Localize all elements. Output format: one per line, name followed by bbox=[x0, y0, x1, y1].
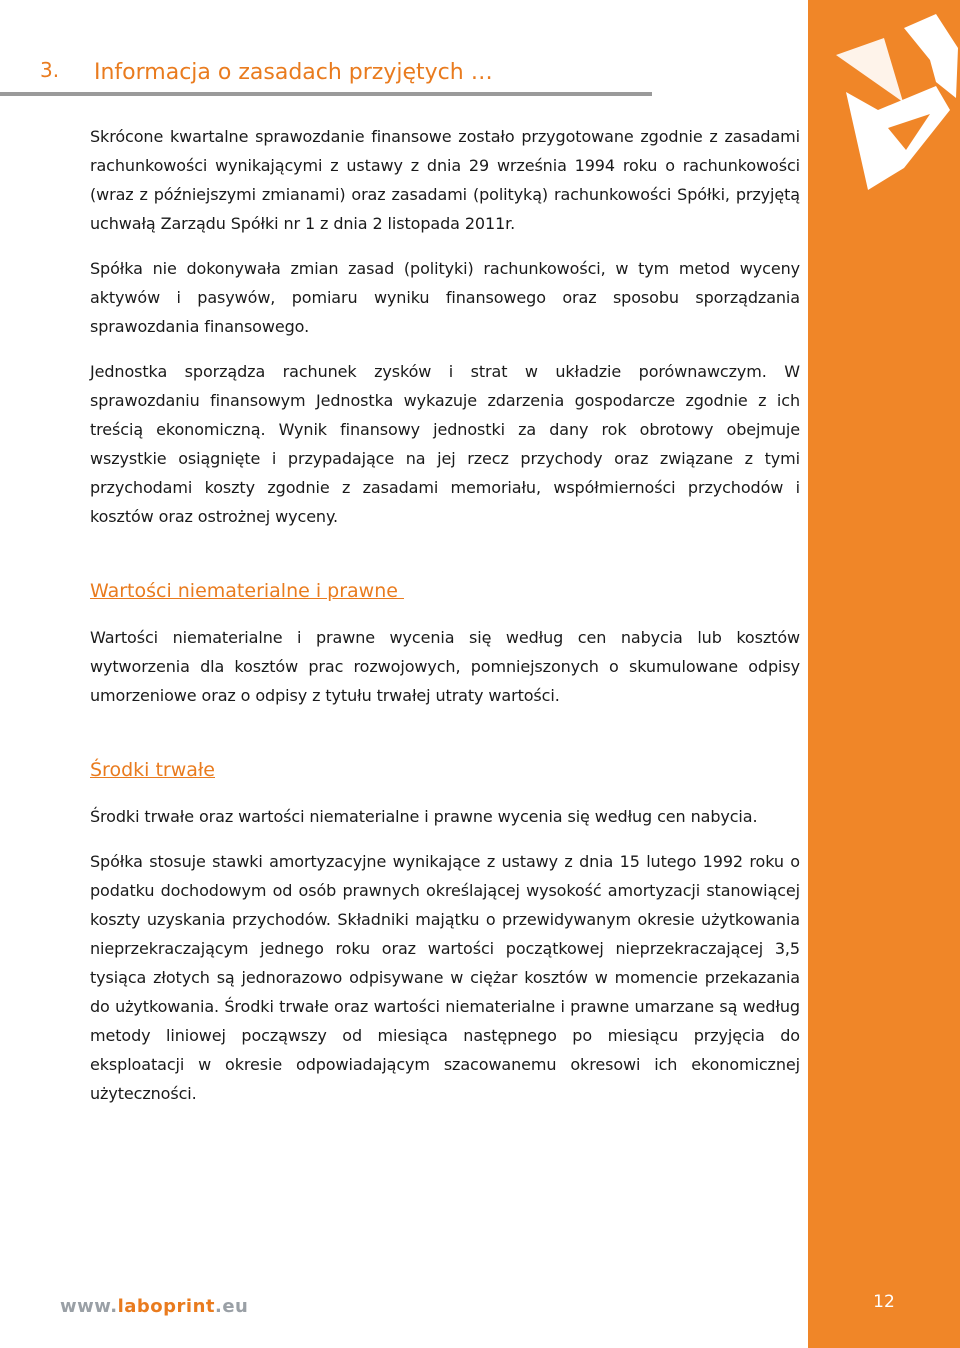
intro-paragraph-2: Spółka nie dokonywała zmian zasad (polityki) rachunkowości, w tym metod wyceny aktywów i pasywów, pomiaru wyniku finansowego oraz sposobu sporządzania sprawozdania finansowego. bbox=[90, 259, 800, 336]
main-content bbox=[90, 122, 800, 1108]
section-title: Informacja o zasadach przyjętych … bbox=[94, 60, 493, 85]
fixed-assets-heading: Środki trwałe bbox=[90, 759, 215, 781]
fixed-assets-paragraph-1: Środki trwałe oraz wartości niematerialne i prawne wycenia się według cen nabycia. bbox=[90, 807, 758, 826]
heading-divider bbox=[0, 92, 652, 96]
page-number: 12 bbox=[873, 1292, 895, 1312]
intro-paragraph-3: Jednostka sporządza rachunek zysków i strat w układzie porównawczym. W sprawozdaniu finansowym Jednostka wykazuje zdarzenia gospodarcze zgodnie z ich treścią ekonomiczną. Wynik finansowy jednostki za dany rok obrotowy obejmuje wszystkie osiągnięte i przypadające na jej rzecz przychody oraz związane z tymi przychodami koszty zgodnie z zasadami memoriału, współmierności przychodów i kosztów oraz ostrożnej wyceny. bbox=[90, 362, 800, 526]
footer-website-link[interactable] bbox=[60, 1296, 248, 1317]
footer-www: www. bbox=[60, 1296, 118, 1317]
laboprint-logo-icon bbox=[808, 0, 960, 200]
intangibles-heading: Wartości niematerialne i prawne bbox=[90, 580, 404, 602]
footer-brand: laboprint bbox=[117, 1296, 215, 1317]
section-number: 3. bbox=[40, 58, 60, 82]
intangibles-paragraph: Wartości niematerialne i prawne wycenia się według cen nabycia lub kosztów wytworzenia dla kosztów prac rozwojowych, pomniejszonych o skumulowane odpisy umorzeniowe oraz o odpisy z tytułu trwałej utraty wartości. bbox=[90, 628, 800, 705]
footer-tld: .eu bbox=[215, 1296, 249, 1317]
orange-sidebar bbox=[808, 0, 960, 1348]
fixed-assets-paragraph-2: Spółka stosuje stawki amortyzacyjne wynikające z ustawy z dnia 15 lutego 1992 roku o podatku dochodowym od osób prawnych określającej wysokość amortyzacji stanowiącej koszty uzyskania przychodów. Składniki majątku o przewidywanym okresie użytkowania nieprzekraczającym jednego roku oraz wartości początkowej nieprzekraczającej 3,5 tysiąca złotych są jednorazowo odpisywane w ciężar kosztów w momencie przekazania do użytkowania. Środki trwałe oraz wartości niematerialne i prawne umarzane są według metody liniowej począwszy od miesiąca następnego po miesiącu przyjęcia do eksploatacji w okresie odpowiadającym szacowanemu okresowi ich ekonomicznej użyteczności. bbox=[90, 852, 800, 1103]
intro-paragraph-1: Skrócone kwartalne sprawozdanie finansowe zostało przygotowane zgodnie z zasadami rachunkowości wynikającymi z ustawy z dnia 29 września 1994 roku o rachunkowości (wraz z późniejszymi zmianami) oraz zasadami (polityką) rachunkowości Spółki, przyjętą uchwałą Zarządu Spółki nr 1 z dnia 2 listopada 2011r. bbox=[90, 127, 800, 233]
